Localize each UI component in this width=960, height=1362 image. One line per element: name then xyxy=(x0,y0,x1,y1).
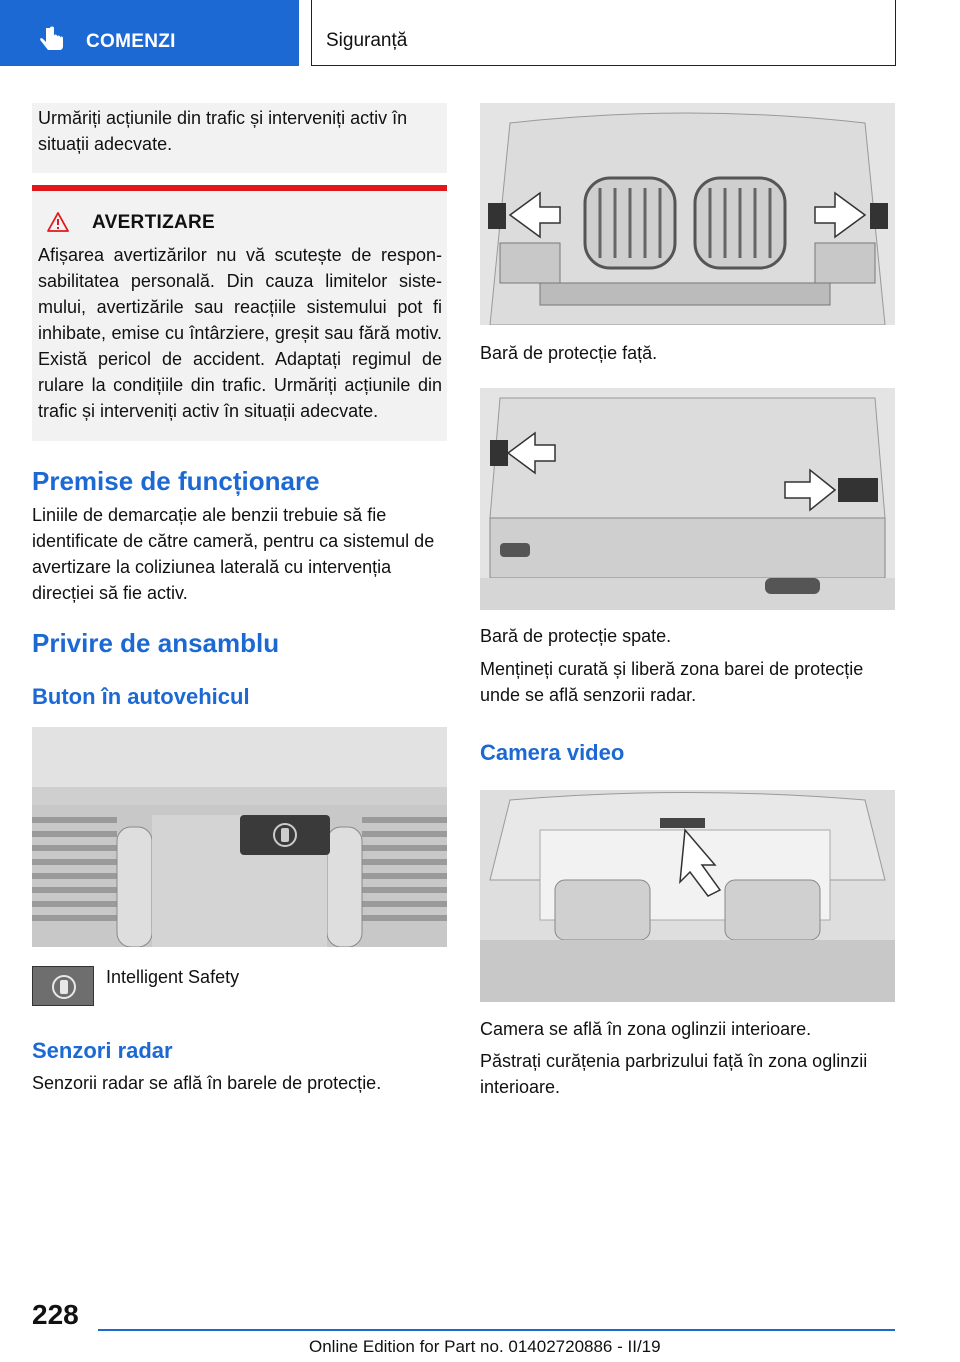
section-tab[interactable] xyxy=(0,0,299,66)
caption-rear: Bară de protecție spate. xyxy=(480,626,672,646)
chapter-label: Siguranță xyxy=(326,30,408,51)
camera-location: Camera se află în zona oglinzii interioare. xyxy=(480,1019,812,1039)
warning-triangle-icon xyxy=(47,212,69,232)
intro-text: Urmăriți acțiunile din trafic și interveniți activ în situații adecvate. xyxy=(38,108,408,154)
camera-heading: Camera video xyxy=(480,740,625,765)
intelligent-safety-icon xyxy=(33,967,95,1007)
section-tab-label: COMENZI xyxy=(86,31,176,52)
warning-bar xyxy=(32,185,447,191)
prereq-body: Liniile de demarcație ale benzii trebuie să fie identificate de către cameră, pentru ca sistemul de avertizare la coliziunea laterală cu intervenția direcției să fie activ. xyxy=(32,505,435,603)
hand-pointer-icon xyxy=(38,26,68,56)
intelligent-safety-button[interactable] xyxy=(32,966,94,1006)
intro-box xyxy=(32,103,447,173)
footer-divider xyxy=(98,1329,895,1331)
dashboard-button-image xyxy=(32,727,447,947)
camera-image xyxy=(480,790,895,1002)
rear-bumper-image xyxy=(480,388,895,610)
camera-keep-clean: Păstrați curățenia parbrizului față în zona oglinzii interioare. xyxy=(480,1051,868,1097)
radar-heading: Senzori radar xyxy=(32,1038,173,1063)
overview-heading: Privire de ansamblu xyxy=(32,628,280,658)
warning-body: Afișarea avertizărilor nu vă scutește de responsabilitatea personală. Din cauza limitelor sistemului, avertizările sau reacțiile sistemului pot fi inhibate, emise cu întârziere, greșit sau fără motiv. Există pericol de accident. Adaptați regimul de rulare la condițiile din trafic. Urmăriți acțiunile din trafic și interveniți activ în situații adecvate. xyxy=(38,245,442,421)
chapter-tab[interactable] xyxy=(311,0,896,66)
page-number: 228 xyxy=(32,1299,79,1330)
footer-edition: Online Edition for Part no. 01402720886 - II/19 xyxy=(309,1337,661,1356)
warning-title: AVERTIZARE xyxy=(92,212,215,233)
prereq-heading: Premise de funcționare xyxy=(32,466,320,496)
radar-keep-clean: Mențineți curată și liberă zona barei de protecție unde se află senzorii radar. xyxy=(480,659,864,705)
caption-front: Bară de protecție față. xyxy=(480,343,658,363)
front-bumper-image xyxy=(480,103,895,325)
radar-body: Senzorii radar se află în barele de protecție. xyxy=(32,1073,382,1093)
button-heading: Buton în autovehicul xyxy=(32,684,250,709)
intelligent-safety-label: Intelligent Safety xyxy=(106,967,240,987)
